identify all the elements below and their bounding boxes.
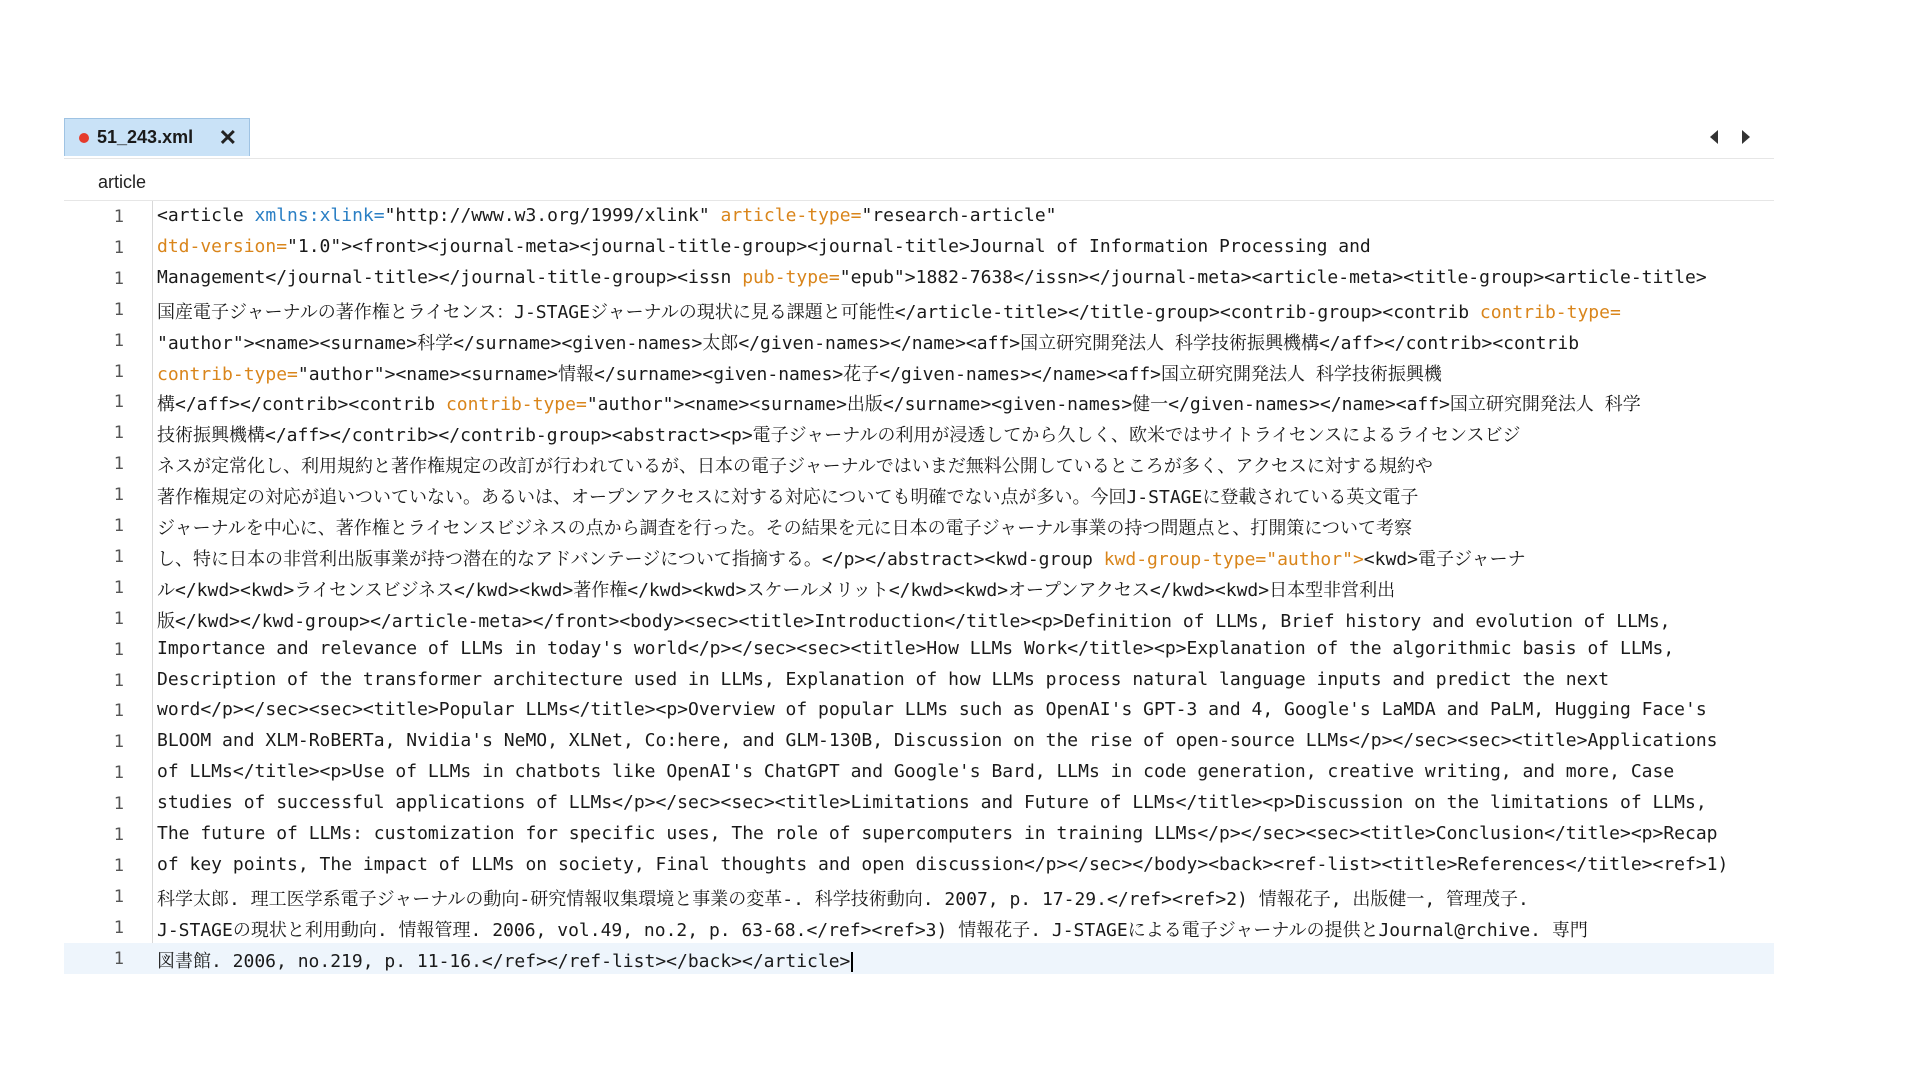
tab-bar bbox=[64, 118, 1774, 159]
code-line[interactable] bbox=[64, 819, 1774, 850]
text-caret bbox=[851, 952, 853, 972]
token-tag: 図書館. 2006, no.219, p. 11-16.</ref></ref-list></back></article> bbox=[157, 950, 851, 972]
code-line[interactable] bbox=[64, 665, 1774, 696]
file-tab[interactable] bbox=[64, 118, 250, 156]
line-number: 1 bbox=[113, 577, 124, 598]
token-tag: ル</kwd><kwd>ライセンスビジネス</kwd><kwd>著作権</kwd><kwd>スケールメリット</kwd><kwd>オープンアクセス</kwd><kwd>日本型非営利出 bbox=[157, 579, 1396, 601]
code-line[interactable] bbox=[64, 881, 1774, 912]
token-ns: xmlns:xlink= bbox=[254, 205, 385, 226]
breadcrumb[interactable]: article bbox=[98, 172, 147, 192]
code-text bbox=[157, 298, 1621, 324]
code-text bbox=[157, 360, 1442, 386]
code-text bbox=[157, 916, 1588, 942]
close-icon[interactable]: ✕ bbox=[218, 124, 237, 150]
token-attr: article-type= bbox=[720, 205, 862, 226]
code-line[interactable] bbox=[64, 325, 1774, 356]
code-line[interactable] bbox=[64, 510, 1774, 541]
code-text bbox=[157, 329, 1579, 355]
code-line[interactable] bbox=[64, 386, 1774, 417]
line-number: 1 bbox=[113, 917, 124, 938]
code-line[interactable] bbox=[64, 634, 1774, 665]
token-tag: <article bbox=[157, 205, 255, 226]
token-attr: dtd-version= bbox=[157, 235, 288, 257]
code-line[interactable] bbox=[64, 603, 1774, 634]
line-number: 1 bbox=[113, 639, 124, 660]
code-text bbox=[157, 236, 1371, 257]
code-text bbox=[157, 699, 1707, 720]
token-tag: Management</journal-title></journal-title-group><issn bbox=[157, 266, 743, 288]
code-line[interactable] bbox=[64, 788, 1774, 819]
token-tag: <name><surname>科学</surname><given-names>太郎</given-names></name><aff>国立研究開発法人 科学技術振興機構</aff></contrib><contrib bbox=[254, 332, 1580, 354]
token-tag: <front><journal-meta><journal-title-group><journal-title>Journal of Information Processing and bbox=[352, 235, 1371, 257]
token-attr: pub-type= bbox=[742, 266, 840, 288]
code-text bbox=[157, 205, 1057, 226]
code-text bbox=[157, 483, 1418, 509]
code-text bbox=[157, 545, 1526, 571]
code-text bbox=[157, 390, 1641, 416]
line-number: 1 bbox=[113, 330, 124, 351]
token-tag: The future of LLMs: customization for specific uses, The role of supercomputers in training LLMs</p></sec><sec><title>Conclusion</title><p>Recap bbox=[157, 823, 1718, 844]
code-line[interactable] bbox=[64, 912, 1774, 943]
token-attr: kwd-group-type= bbox=[1103, 548, 1267, 570]
line-number: 1 bbox=[113, 794, 124, 815]
token-tag: <kwd>電子ジャーナ bbox=[1363, 548, 1526, 570]
token-attr: contrib-type= bbox=[157, 363, 298, 385]
code-line[interactable] bbox=[64, 943, 1774, 974]
code-line[interactable] bbox=[64, 572, 1774, 603]
line-number: 1 bbox=[113, 886, 124, 907]
code-line[interactable] bbox=[64, 263, 1774, 294]
line-number: 1 bbox=[113, 299, 124, 320]
token-attr: contrib-type= bbox=[1479, 301, 1621, 323]
token-val: "http://www.w3.org/1999/xlink" bbox=[384, 205, 721, 226]
scroll-tabs-left-icon[interactable] bbox=[1704, 126, 1724, 148]
token-tag: <name><surname>情報</surname><given-names>花子</given-names></name><aff>国立研究開発法人 科学技術振興機 bbox=[395, 363, 1442, 385]
line-number: 1 bbox=[113, 608, 124, 629]
token-val: "author"> bbox=[297, 363, 396, 385]
code-text bbox=[157, 421, 1521, 447]
token-val: "research-article" bbox=[861, 205, 1057, 226]
line-number: 1 bbox=[113, 207, 124, 227]
code-text bbox=[157, 267, 1707, 288]
code-text bbox=[157, 514, 1412, 540]
token-tag: 国産電子ジャーナルの著作権とライセンス：J-STAGEジャーナルの現状に見る課題と可能性</article-title></title-group><contrib-group><contrib bbox=[157, 301, 1480, 323]
line-number: 1 bbox=[113, 701, 124, 722]
line-number: 1 bbox=[113, 392, 124, 413]
code-text bbox=[157, 947, 853, 973]
line-number: 1 bbox=[113, 268, 124, 289]
token-tag: 科学太郎. 理工医学系電子ジャーナルの動向-研究情報収集環境と事業の変革-. 科学技術動向. 2007, p. 17-29.</ref><ref>2) 情報花子, 出版健一, 管理茂子. bbox=[157, 888, 1529, 910]
code-line[interactable] bbox=[64, 201, 1774, 232]
token-attr: contrib-type= bbox=[445, 394, 587, 416]
token-tag: of key points, The impact of LLMs on society, Final thoughts and open discussion</p></sec></body><back><ref-list><title>References</title><ref>1) bbox=[157, 853, 1729, 875]
code-line[interactable] bbox=[64, 695, 1774, 726]
line-number: 1 bbox=[113, 516, 124, 536]
token-tag: of LLMs</title><p>Use of LLMs in chatbots like OpenAI's ChatGPT and Google's Bard, LLMs in code generation, creative writing, and more, Case bbox=[157, 761, 1675, 783]
code-line[interactable] bbox=[64, 417, 1774, 448]
line-number: 1 bbox=[113, 361, 124, 382]
line-number: 1 bbox=[113, 855, 124, 876]
code-text bbox=[157, 823, 1718, 844]
token-tag: Description of the transformer architecture used in LLMs, Explanation of how LLMs process natural language inputs and predict the next bbox=[157, 668, 1610, 690]
code-line[interactable] bbox=[64, 757, 1774, 788]
code-line[interactable] bbox=[64, 850, 1774, 881]
code-text bbox=[157, 452, 1433, 478]
code-text bbox=[157, 761, 1674, 782]
code-line[interactable] bbox=[64, 448, 1774, 479]
code-text bbox=[157, 638, 1674, 659]
token-tag: ネスが定常化し、利用規約と著作権規定の改訂が行われているが、日本の電子ジャーナルではいまだ無料公開しているところが多く、アクセスに対する規約や bbox=[157, 456, 1433, 478]
token-tag: J-STAGEの現状と利用動向. 情報管理. 2006, vol.49, no.2, p. 63-68.</ref><ref>3) 情報花子. J-STAGEによる電子ジャーナルの提供とJournal@rchive. 専門 bbox=[157, 919, 1588, 941]
token-val: "epub">1882-7638</issn></journal-meta><article-meta><title-group><article-title> bbox=[839, 266, 1707, 288]
line-number: 1 bbox=[113, 546, 124, 567]
code-line[interactable] bbox=[64, 232, 1774, 263]
code-text bbox=[157, 730, 1718, 751]
token-val: "1.0"> bbox=[287, 235, 353, 257]
code-line[interactable] bbox=[64, 726, 1774, 757]
code-text bbox=[157, 669, 1609, 690]
token-attr: "author"> bbox=[1266, 548, 1364, 570]
line-number: 1 bbox=[113, 825, 124, 845]
token-val: "author"> bbox=[157, 332, 255, 354]
code-line[interactable] bbox=[64, 356, 1774, 387]
code-text bbox=[157, 792, 1707, 813]
line-number: 1 bbox=[113, 423, 124, 444]
token-tag: 著作権規定の対応が追いついていない。あるいは、オープンアクセスに対する対応についても明確でない点が多い。今回J-STAGEに登載されている英文電子 bbox=[157, 487, 1419, 509]
token-tag: Importance and relevance of LLMs in today's world</p></sec><sec><title>How LLMs Work</title><p>Explanation of the algorithmic basis of LLMs, bbox=[157, 637, 1675, 659]
line-number: 1 bbox=[113, 454, 124, 475]
line-number: 1 bbox=[113, 763, 124, 784]
line-number: 1 bbox=[113, 485, 124, 506]
token-tag: し、特に日本の非営利出版事業が持つ潜在的なアドバンテージについて指摘する。</p></abstract><kwd-group bbox=[157, 548, 1104, 570]
token-tag: 技術振興機構</aff></contrib></contrib-group><abstract><p>電子ジャーナルの利用が浸透してから久しく、欧米ではサイトライセンスによるライセンスビジ bbox=[157, 425, 1521, 447]
token-tag: ジャーナルを中心に、著作権とライセンスビジネスの点から調査を行った。その結果を元に日本の電子ジャーナル事業の持つ問題点と、打開策について考察 bbox=[157, 518, 1412, 539]
code-text bbox=[157, 576, 1395, 602]
token-tag: word</p></sec><sec><title>Popular LLMs</title><p>Overview of popular LLMs such as OpenAI's GPT-3 and 4, Google's LaMDA and PaLM, Hugging Face's bbox=[157, 699, 1707, 721]
modified-dot-icon bbox=[79, 133, 89, 143]
line-number: 1 bbox=[113, 948, 124, 969]
scroll-tabs-right-icon[interactable] bbox=[1736, 126, 1756, 148]
token-tag: <name><surname>出版</surname><given-names>健一</given-names></name><aff>国立研究開発法人 科学 bbox=[684, 394, 1641, 416]
line-number: 1 bbox=[113, 237, 124, 258]
code-text bbox=[157, 607, 1671, 633]
code-line[interactable] bbox=[64, 541, 1774, 572]
code-text bbox=[157, 854, 1728, 875]
line-number: 1 bbox=[113, 732, 124, 753]
token-tag: 版</kwd></kwd-group></article-meta></front><body><sec><title>Introduction</title><p>Definition of LLMs, Brief history and evolution of LLMs, bbox=[157, 610, 1671, 632]
code-line[interactable] bbox=[64, 479, 1774, 510]
token-tag: BLOOM and XLM-RoBERTa, Nvidia's NeMO, XLNet, Co:here, and GLM-130B, Discussion on the rise of open-source LLMs</p></sec><sec><title>Applications bbox=[157, 730, 1718, 752]
token-val: "author"> bbox=[586, 394, 685, 416]
code-editor[interactable] bbox=[64, 201, 1774, 974]
token-tag: 構</aff></contrib><contrib bbox=[157, 394, 446, 416]
line-number: 1 bbox=[113, 670, 124, 691]
token-tag: studies of successful applications of LLMs</p></sec><sec><title>Limitations and Future of LLMs</title><p>Discussion on the limitations of LLMs, bbox=[157, 792, 1707, 814]
code-text bbox=[157, 885, 1529, 911]
tab-filename: 51_243.xml bbox=[97, 127, 194, 147]
code-line[interactable] bbox=[64, 294, 1774, 325]
